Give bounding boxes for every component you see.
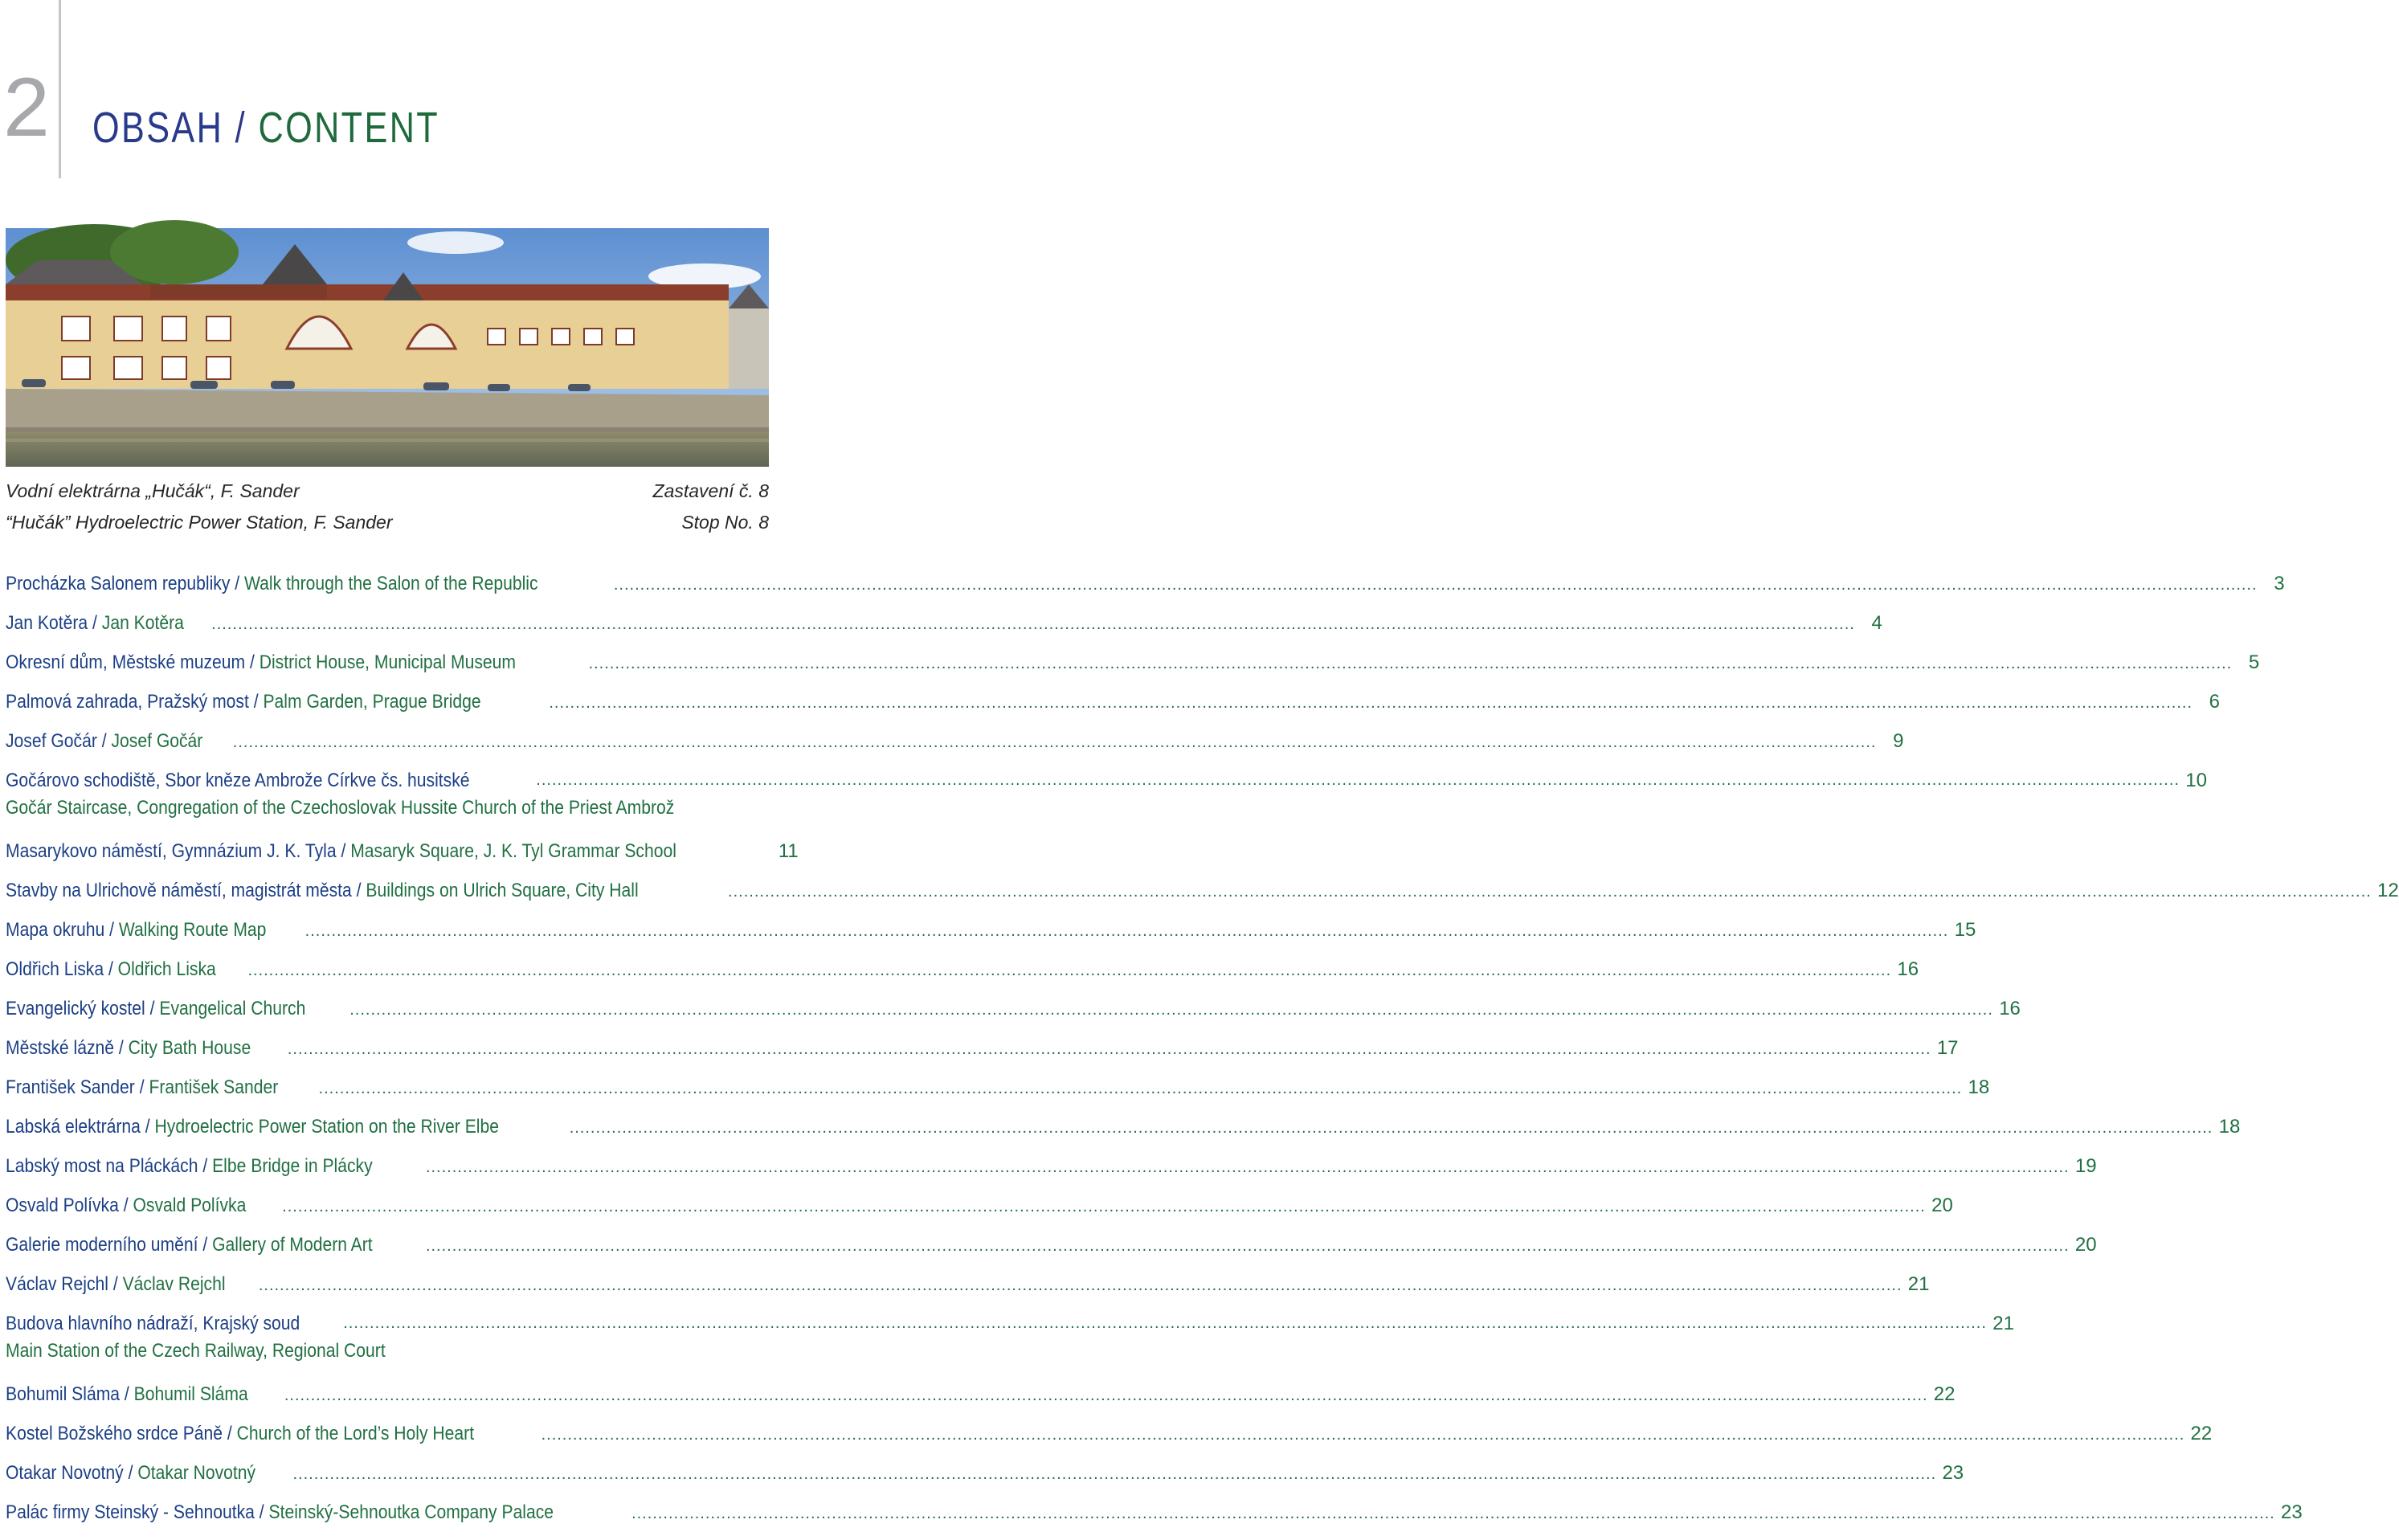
toc-separator: / [92, 612, 97, 634]
toc-leader-dots [343, 1304, 1987, 1343]
toc-title-english: Gallery of Modern Art [212, 1234, 373, 1256]
toc-item[interactable] [6, 682, 2220, 721]
toc-title-english: Gočár Staircase, Congregation of the Czechoslovak Hussite Church of the Priest Ambrož [6, 797, 675, 819]
toc-item[interactable] [6, 1264, 1930, 1304]
toc-title-czech: Otakar Novotný [6, 1462, 124, 1484]
title-separator: / [235, 104, 247, 152]
toc-title-czech: Bohumil Sláma [6, 1383, 121, 1405]
toc-item[interactable] [6, 910, 1976, 950]
toc-separator: / [341, 840, 346, 862]
toc-leader-dots [282, 1187, 1926, 1227]
toc-separator: / [108, 958, 113, 980]
toc-title-english: Elbe Bridge in Plácky [212, 1155, 373, 1177]
toc-title-english: Masaryk Square, J. K. Tyl Grammar School [350, 840, 676, 862]
toc-item[interactable] [6, 1375, 1956, 1414]
section-title [92, 104, 440, 152]
toc-separator: / [202, 1155, 208, 1177]
toc-separator: / [101, 730, 107, 752]
toc-page-number: 18 [1968, 1076, 1990, 1098]
toc-leader-dots [319, 1069, 1963, 1109]
toc-leader-dots [614, 566, 2258, 605]
toc-title-english: Václav Rejchl [122, 1273, 226, 1295]
toc-leader-dots [211, 605, 1855, 644]
toc-title-english: Palm Garden, Prague Bridge [263, 691, 481, 713]
toc-page-number: 21 [1992, 1313, 2014, 1334]
toc-title-english: Bohumil Sláma [133, 1383, 248, 1405]
toc-title-czech: Budova hlavního nádraží, Krajský soud [6, 1313, 300, 1334]
toc-title-czech: Evangelický kostel [6, 998, 145, 1019]
toc-separator: / [128, 1462, 133, 1484]
toc-leader-dots [284, 1376, 1928, 1415]
toc-title-czech: Stavby na Ulrichově náměstí, magistrát města [6, 880, 352, 901]
toc-title-czech: Labská elektrárna [6, 1116, 141, 1138]
toc-separator: / [202, 1234, 208, 1256]
title-czech: OBSAH [92, 104, 224, 152]
toc-title-english: City Bath House [128, 1037, 251, 1059]
toc-item[interactable] [6, 1028, 1959, 1068]
toc-title-czech: Osvald Polívka [6, 1195, 119, 1216]
toc-title-english: Oldřich Liska [117, 958, 216, 980]
toc-page-number: 23 [2281, 1501, 2303, 1523]
toc-page-number: 9 [1893, 730, 1904, 752]
toc-page-number: 3 [2274, 573, 2285, 594]
toc-separator: / [118, 1037, 124, 1059]
toc-title-english: Main Station of the Czech Railway, Regional Court [6, 1340, 386, 1362]
toc-separator: / [112, 1273, 118, 1295]
caption-stop-english: Stop No. 8 [681, 512, 769, 533]
toc-title-czech: František Sander [6, 1076, 135, 1098]
toc-item[interactable] [6, 950, 1919, 989]
toc-page-number: 16 [1999, 998, 2021, 1019]
toc-title-czech: Labský most na Pláckách [6, 1155, 198, 1177]
toc-title-czech: Václav Rejchl [6, 1273, 108, 1295]
toc-leader-dots [426, 1148, 2070, 1187]
toc-page-number: 20 [2074, 1234, 2097, 1256]
toc-title-english: Walking Route Map [118, 919, 267, 941]
toc-title-english: Otakar Novotný [137, 1462, 256, 1484]
toc-leader-dots [259, 1266, 1902, 1305]
toc-title-english: František Sander [149, 1076, 279, 1098]
toc-item[interactable] [6, 1186, 1953, 1225]
caption-title-czech: Vodní elektrárna „Hučák“, F. Sander [6, 480, 300, 501]
toc-title-czech: Josef Gočár [6, 730, 97, 752]
toc-item[interactable] [6, 871, 2399, 910]
toc-separator: / [109, 919, 115, 941]
toc-title-czech: Palác firmy Steinský - Sehnoutka [6, 1501, 255, 1523]
toc-title-czech: Okresní dům, Městské muzeum [6, 652, 246, 673]
toc-separator: / [145, 1116, 150, 1138]
toc-title-czech: Jan Kotěra [6, 612, 88, 634]
toc-item[interactable] [6, 1146, 2097, 1186]
toc-title-english: Josef Gočár [111, 730, 203, 752]
toc-title-english: Church of the Lord’s Holy Heart [236, 1423, 475, 1444]
toc-title-english: Hydroelectric Power Station on the River Elbe [154, 1116, 499, 1138]
toc-leader-dots [631, 1494, 2275, 1534]
toc-leader-dots [536, 761, 2180, 800]
caption-row-english [6, 507, 769, 538]
toc-separator: / [253, 691, 259, 713]
toc-title-english: Osvald Polívka [133, 1195, 247, 1216]
toc-leader-dots [426, 1227, 2070, 1266]
toc-separator: / [123, 1195, 129, 1216]
toc-title-english: Jan Kotěra [101, 612, 184, 634]
photo-caption [6, 476, 769, 538]
toc-page-number: 6 [2209, 691, 2220, 713]
caption-row-czech [6, 476, 769, 507]
toc-page-number: 17 [1936, 1037, 1959, 1059]
toc-title-czech: Galerie moderního umění [6, 1234, 198, 1256]
header-divider [59, 0, 61, 178]
toc-leader-dots [288, 1030, 1931, 1069]
toc-title-czech: Palmová zahrada, Pražský most [6, 691, 249, 713]
toc-page-number: 12 [2377, 880, 2399, 901]
toc-separator: / [149, 998, 155, 1019]
toc-item[interactable] [6, 1107, 2241, 1146]
toc-leader-dots [349, 991, 1993, 1030]
toc-leader-dots [542, 1415, 2185, 1455]
toc-title-english: Evangelical Church [159, 998, 306, 1019]
toc-page-number: 16 [1897, 958, 1919, 980]
caption-stop-czech: Zastavení č. 8 [652, 480, 769, 501]
toc-item[interactable] [6, 603, 1882, 643]
toc-page-number: 18 [2218, 1116, 2241, 1138]
toc-separator: / [235, 573, 240, 594]
toc-leader-dots [247, 951, 1891, 991]
toc-title-english: District House, Municipal Museum [259, 652, 516, 673]
toc-leader-dots [589, 644, 2233, 684]
toc-separator: / [356, 880, 362, 901]
toc-leader-dots [549, 684, 2193, 723]
toc-separator: / [227, 1423, 232, 1444]
toc-item[interactable] [6, 989, 2021, 1028]
toc-leader-dots [305, 912, 1949, 951]
toc-page-number: 11 [778, 840, 799, 862]
toc-item[interactable] [6, 643, 2260, 682]
toc-page-number: 15 [1954, 919, 1976, 941]
toc-title-english: Walk through the Salon of the Republic [244, 573, 538, 594]
toc-title-czech: Gočárovo schodiště, Sbor kněze Ambrože Církve čs. husitské [6, 770, 470, 791]
toc-leader-dots [570, 1109, 2213, 1148]
toc-item[interactable] [6, 761, 2207, 831]
toc-title-czech: Kostel Božského srdce Páně [6, 1423, 223, 1444]
toc-page-number: 4 [1871, 612, 1882, 634]
toc-title-czech: Oldřich Liska [6, 958, 104, 980]
toc-page-number: 22 [1933, 1383, 1956, 1405]
toc-separator: / [124, 1383, 129, 1405]
toc-title-english: Buildings on Ulrich Square, City Hall [366, 880, 639, 901]
toc-page-number: 19 [2074, 1155, 2097, 1177]
toc-page-number: 10 [2185, 770, 2207, 791]
toc-item[interactable] [6, 564, 2285, 603]
toc-title-english: Steinský-Sehnoutka Company Palace [268, 1501, 554, 1523]
toc-item[interactable] [6, 1304, 2014, 1375]
toc-leader-dots [728, 872, 2372, 912]
toc-leader-dots [233, 723, 1877, 762]
toc-item[interactable] [6, 1068, 1990, 1107]
page-number: 2 [3, 61, 50, 154]
toc-page-number: 22 [2190, 1423, 2213, 1444]
toc-item[interactable] [6, 721, 1904, 761]
toc-page-number: 21 [1907, 1273, 1930, 1295]
toc-separator: / [259, 1501, 264, 1523]
toc-page-number: 23 [1942, 1462, 1964, 1484]
toc-item[interactable] [6, 1225, 2097, 1264]
toc-title-czech: Procházka Salonem republiky [6, 573, 231, 594]
table-of-contents [6, 564, 2399, 1532]
toc-title-czech: Městské lázně [6, 1037, 114, 1059]
caption-title-english: “Hučák” Hydroelectric Power Station, F. Sander [6, 512, 393, 533]
toc-title-czech: Mapa okruhu [6, 919, 105, 941]
toc-leader-dots [292, 1455, 1936, 1494]
toc-page-number: 20 [1931, 1195, 1953, 1216]
toc-page-number: 5 [2248, 652, 2260, 673]
toc-item[interactable] [6, 1453, 1964, 1493]
toc-title-czech: Masarykovo náměstí, Gymnázium J. K. Tyla [6, 840, 337, 862]
title-english: CONTENT [258, 104, 440, 152]
toc-separator: / [139, 1076, 145, 1098]
toc-item[interactable] [6, 1414, 2213, 1453]
toc-item[interactable] [6, 831, 799, 871]
toc-item[interactable] [6, 1493, 2303, 1532]
toc-separator: / [249, 652, 255, 673]
power-station-photo [6, 228, 769, 467]
